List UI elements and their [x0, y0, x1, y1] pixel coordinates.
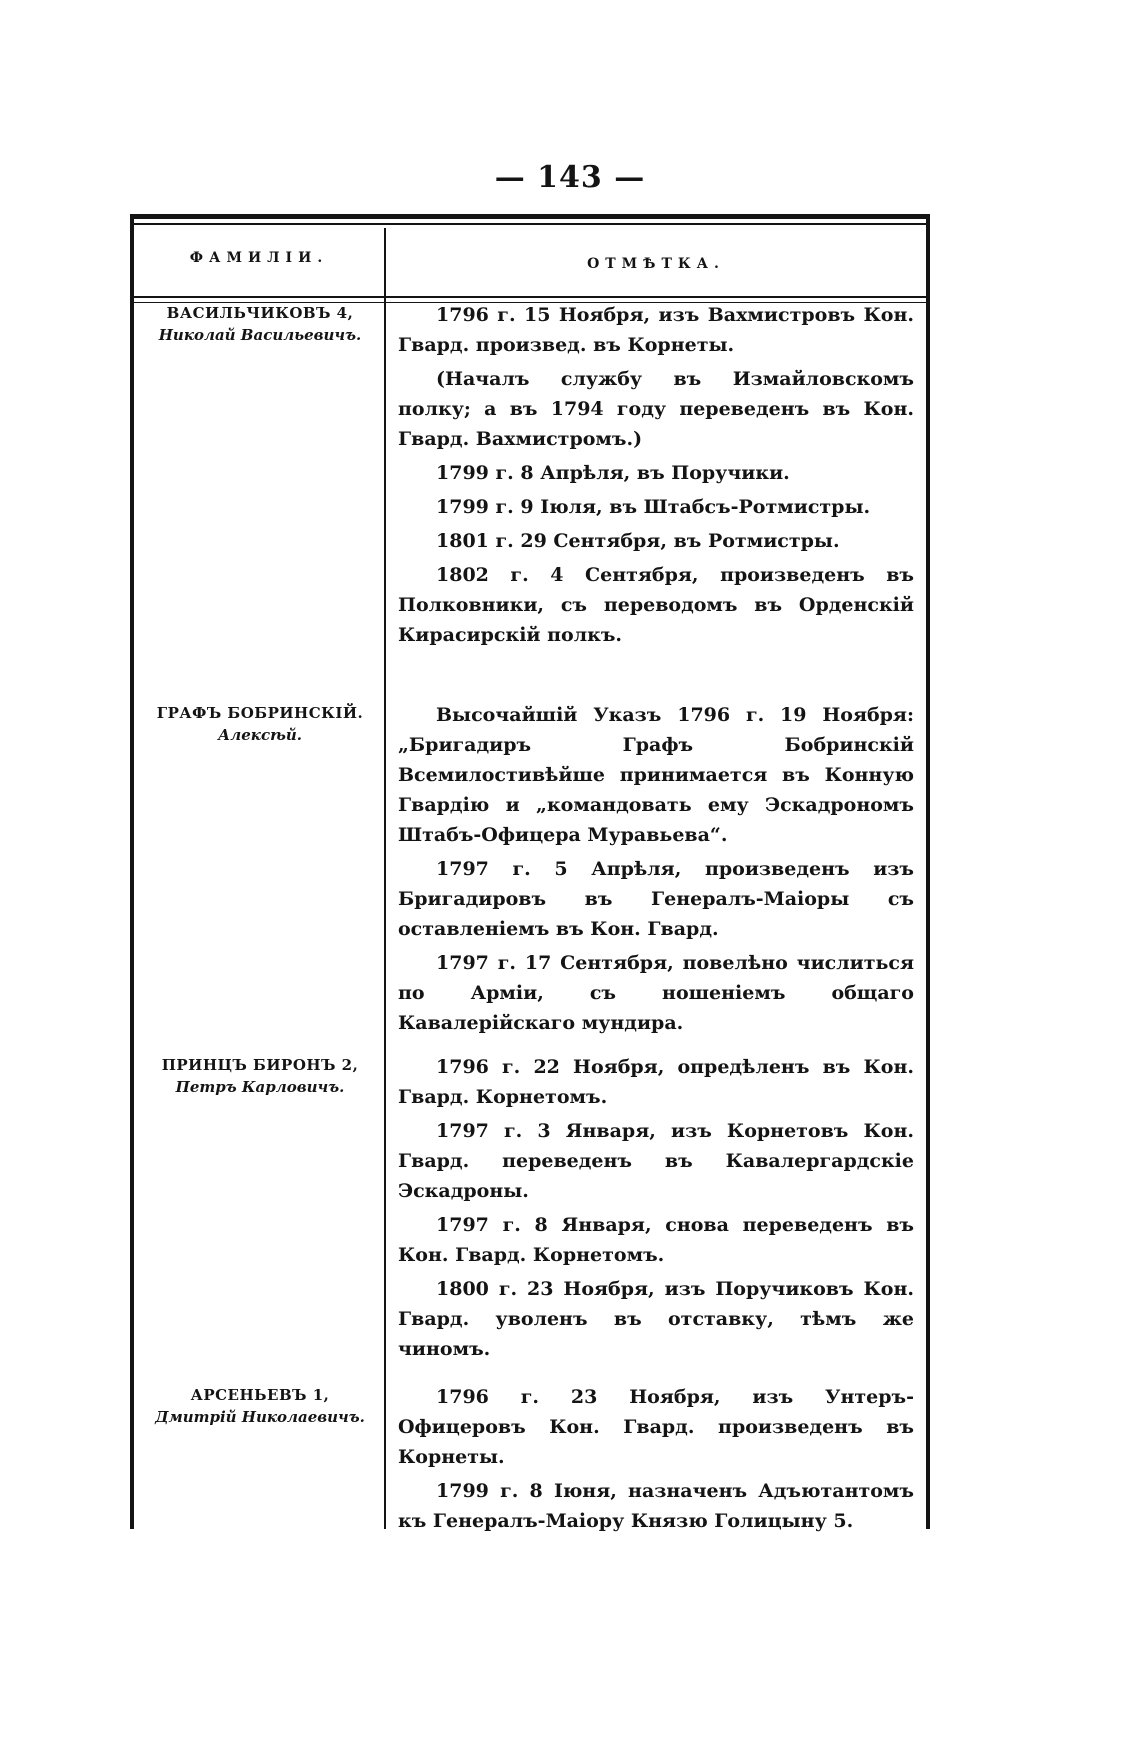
column-header-names: ФАМИЛІИ. — [189, 250, 329, 266]
note-paragraph: 1797 г. 8 Января, снова переведенъ въ Кон. Гвард. Корнетомъ. — [398, 1214, 914, 1266]
note-paragraph: 1797 г. 17 Сентября, повелѣно числиться по Арміи, съ ношеніемъ общаго Кавалерійскаго мундира. — [398, 952, 914, 1034]
note-paragraph: 1799 г. 9 Іюля, въ Штабсъ-Ротмистры. — [436, 496, 871, 518]
note-paragraph: Высочайшій Указъ 1796 г. 19 Ноября: „Бригадиръ Графъ Бобринскій Всемилостивѣйше принимается въ Конную Гвардію и „командовать ему Эскадрономъ Штабъ-Офицера Муравьева“. — [398, 704, 914, 846]
entry-surname: ПРИНЦЪ БИРОНЪ 2, — [161, 1056, 359, 1074]
column-divider — [384, 228, 386, 1529]
header-rule — [130, 296, 930, 298]
entry-notes — [398, 700, 914, 1042]
entry-name — [138, 702, 382, 746]
entry-given-name: Петръ Карловичъ. — [175, 1078, 345, 1096]
register-table — [130, 214, 930, 1532]
note-paragraph: 1801 г. 29 Сентября, въ Ротмистры. — [436, 530, 840, 552]
page-number: — 143 — — [494, 160, 646, 195]
entry-given-name: Николай Васильевичъ. — [158, 326, 362, 344]
note-paragraph: 1799 г. 8 Іюня, назначенъ Адъютантомъ къ Генералъ-Маіору Князю Голицыну 5. — [398, 1480, 914, 1532]
note-paragraph: 1796 г. 23 Ноября, изъ Унтеръ-Офицеровъ Кон. Гвард. произведенъ въ Корнеты. — [398, 1386, 914, 1468]
note-paragraph: 1796 г. 15 Ноября, изъ Вахмистровъ Кон. Гвард. произвед. въ Корнеты. — [398, 304, 914, 356]
note-paragraph: 1797 г. 5 Апрѣля, произведенъ изъ Бригадировъ въ Генералъ-Маіоры съ оставленіемъ въ Кон. Гвард. — [398, 858, 914, 940]
top-thin-rule — [130, 223, 930, 225]
entry-notes — [398, 300, 914, 654]
entry-name — [138, 1054, 382, 1098]
top-double-rule — [130, 214, 930, 219]
note-paragraph: 1797 г. 3 Января, изъ Корнетовъ Кон. Гвард. переведенъ въ Кавалергардскіе Эскадроны. — [398, 1120, 914, 1202]
column-header-notes: ОТМѢТКА. — [587, 256, 725, 272]
entry-surname: ГРАФЪ БОБРИНСКІЙ. — [156, 704, 364, 722]
entry-notes — [398, 1382, 914, 1540]
note-paragraph: 1802 г. 4 Сентября, произведенъ въ Полковники, съ переводомъ въ Орденскій Кирасирскій полкъ. — [398, 564, 914, 646]
entry-surname: АРСЕНЬЕВЪ 1, — [190, 1386, 330, 1404]
table-left-border — [130, 214, 134, 1529]
note-paragraph: 1796 г. 22 Ноября, опредѣленъ въ Кон. Гвард. Корнетомъ. — [398, 1056, 914, 1108]
entry-name — [138, 302, 382, 346]
note-paragraph: (Началъ службу въ Измайловскомъ полку; а въ 1794 году переведенъ въ Кон. Гвард. Вахмистромъ.) — [398, 368, 914, 450]
entry-given-name: Дмитрій Николаевичъ. — [155, 1408, 365, 1426]
table-right-border — [926, 214, 930, 1529]
note-paragraph: 1800 г. 23 Ноября, изъ Поручиковъ Кон. Гвард. уволенъ въ отставку, тѣмъ же чиномъ. — [398, 1278, 914, 1360]
note-paragraph: 1799 г. 8 Апрѣля, въ Поручики. — [436, 462, 790, 484]
entry-name — [138, 1384, 382, 1428]
entry-notes — [398, 1052, 914, 1368]
entry-surname: ВАСИЛЬЧИКОВЪ 4, — [166, 304, 354, 322]
entry-given-name: Алексѣй. — [218, 726, 302, 744]
